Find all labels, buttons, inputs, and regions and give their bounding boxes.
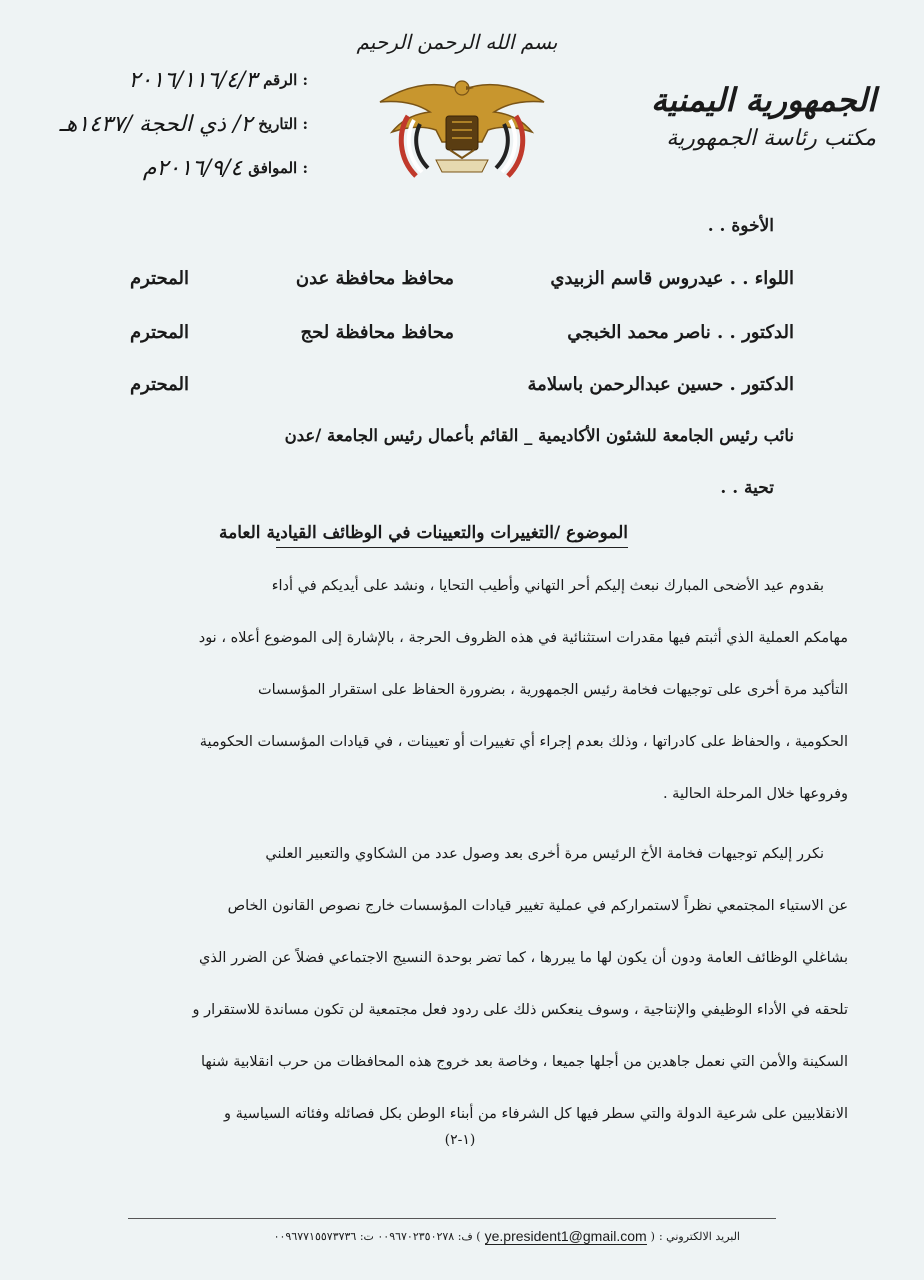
- body-paragraph-1: [128, 560, 848, 820]
- paragraph-line: بشاغلي الوظائف العامة ودون أن يكون لها ما يبررها ، كما تضر بوحدة النسيج الاجتماعي فضلاً عن الضرر الذي: [199, 950, 848, 966]
- paragraph-line: السكينة والأمن التي نعمل جاهدين من أجلها جميعا ، وخاصة بعد خروج هذه المحافظات من حرب انقلابية شنها: [201, 1054, 848, 1070]
- republic-name: الجمهورية اليمنية: [651, 81, 876, 119]
- letter-subject: الموضوع /التغييرات والتعيينات في الوظائف القيادية العامة: [276, 523, 628, 548]
- recipient-3-honorific: المحترم: [130, 374, 190, 395]
- paragraph-line: تلحقه في الأداء الوظيفي والإنتاجية ، وسوف ينعكس ذلك على ردود فعل مجتمعية لن تكون مساندة للاستقرار و: [192, 1002, 848, 1018]
- paragraph-line: الانقلابيين على شرعية الدولة والتي سطر فيها كل الشرفاء من أبناء الوطن بكل فصائله وفئاته السياسية و: [224, 1106, 848, 1122]
- paragraph-line: وفروعها خلال المرحلة الحالية .: [662, 786, 848, 802]
- footer-divider: [128, 1218, 776, 1219]
- footer-contacts: [160, 1228, 740, 1245]
- recipient-2-title: محافظ محافظة لحج: [300, 322, 454, 343]
- email-label: البريد الالكتروني :: [658, 1230, 740, 1243]
- page-number: (١-٢): [444, 1132, 476, 1148]
- recipient-1-honorific: المحترم: [130, 268, 190, 289]
- paragraph-line: التأكيد مرة أخرى على توجيهات فخامة رئيس الجمهورية ، بضرورة الحفاظ على استقرار المؤسسات: [257, 682, 848, 698]
- hijri-date-value: ٢/ ذي الحجة /١٤٣٧هـ: [59, 111, 253, 137]
- yemen-eagle-emblem-icon: [372, 72, 552, 192]
- paragraph-line: مهامكم العملية الذي أثبتم فيها مقدرات استثنائية في هذه الظروف الحرجة ، بالإشارة إلى الموضوع أعلاه ، نود: [198, 630, 848, 646]
- footer-paren-open: (: [650, 1230, 655, 1243]
- paragraph-line: الحكومية ، والحفاظ على كادراتها ، وذلك بعدم إجراء أي تغييرات أو تعيينات ، في قيادات المؤسسات الحكومية: [199, 734, 848, 750]
- reference-number-value: ٢٠١٦/١١٦/٤/٣: [128, 67, 258, 93]
- reference-number-label: الرقم :: [263, 71, 308, 89]
- gregorian-date-value: ٢٠١٦/٩/٤م: [142, 155, 243, 181]
- gregorian-date-row: [18, 146, 308, 190]
- salutation: تحية . .: [720, 478, 774, 498]
- basmala: بسم الله الرحمن الرحيم: [356, 30, 558, 54]
- recipient-3-position: نائب رئيس الجامعة للشئون الأكاديمية _ القائم بأعمال رئيس الجامعة /عدن: [284, 426, 794, 445]
- reference-number-row: [18, 58, 308, 102]
- hijri-date-row: [18, 102, 308, 146]
- paragraph-line: نكرر إليكم توجيهات فخامة الأخ الرئيس مرة أخرى بعد وصول عدد من الشكاوي والتعبير العلني: [265, 846, 824, 862]
- phone-fax-numbers: ) ف: ٠٠٩٦٧٠٢٣٥٠٢٧٨ ت: ٠٠٩٦٧٧١٥٥٧٣٧٣٦: [273, 1230, 481, 1243]
- greeting: الأخوة . .: [707, 216, 774, 236]
- recipient-3-name: الدكتور . حسين عبدالرحمن باسلامة: [527, 374, 794, 395]
- recipient-2-honorific: المحترم: [130, 322, 190, 343]
- recipient-1-title: محافظ محافظة عدن: [295, 268, 454, 289]
- paragraph-line: بقدوم عيد الأضحى المبارك نبعث إليكم أحر التهاني وأطيب التحايا ، ونشد على أيديكم في أداء: [271, 578, 824, 594]
- office-name: مكتب رئاسة الجمهورية: [666, 126, 876, 151]
- letterhead-republic: [646, 80, 876, 156]
- recipient-2-name: الدكتور . . ناصر محمد الخبجي: [567, 322, 794, 343]
- gregorian-date-label: الموافق :: [248, 159, 308, 177]
- hijri-date-label: التاريخ :: [258, 115, 308, 133]
- reference-block: [18, 58, 308, 190]
- body-paragraph-2: [128, 828, 848, 1140]
- recipient-1-name: اللواء . . عيدروس قاسم الزبيدي: [550, 268, 794, 289]
- paragraph-line: عن الاستياء المجتمعي نظراً لاستمراركم في عملية تغيير قيادات المؤسسات خارج نصوص القانون الخاص: [227, 898, 848, 914]
- email-link[interactable]: ye.president1@gmail.com: [484, 1228, 647, 1244]
